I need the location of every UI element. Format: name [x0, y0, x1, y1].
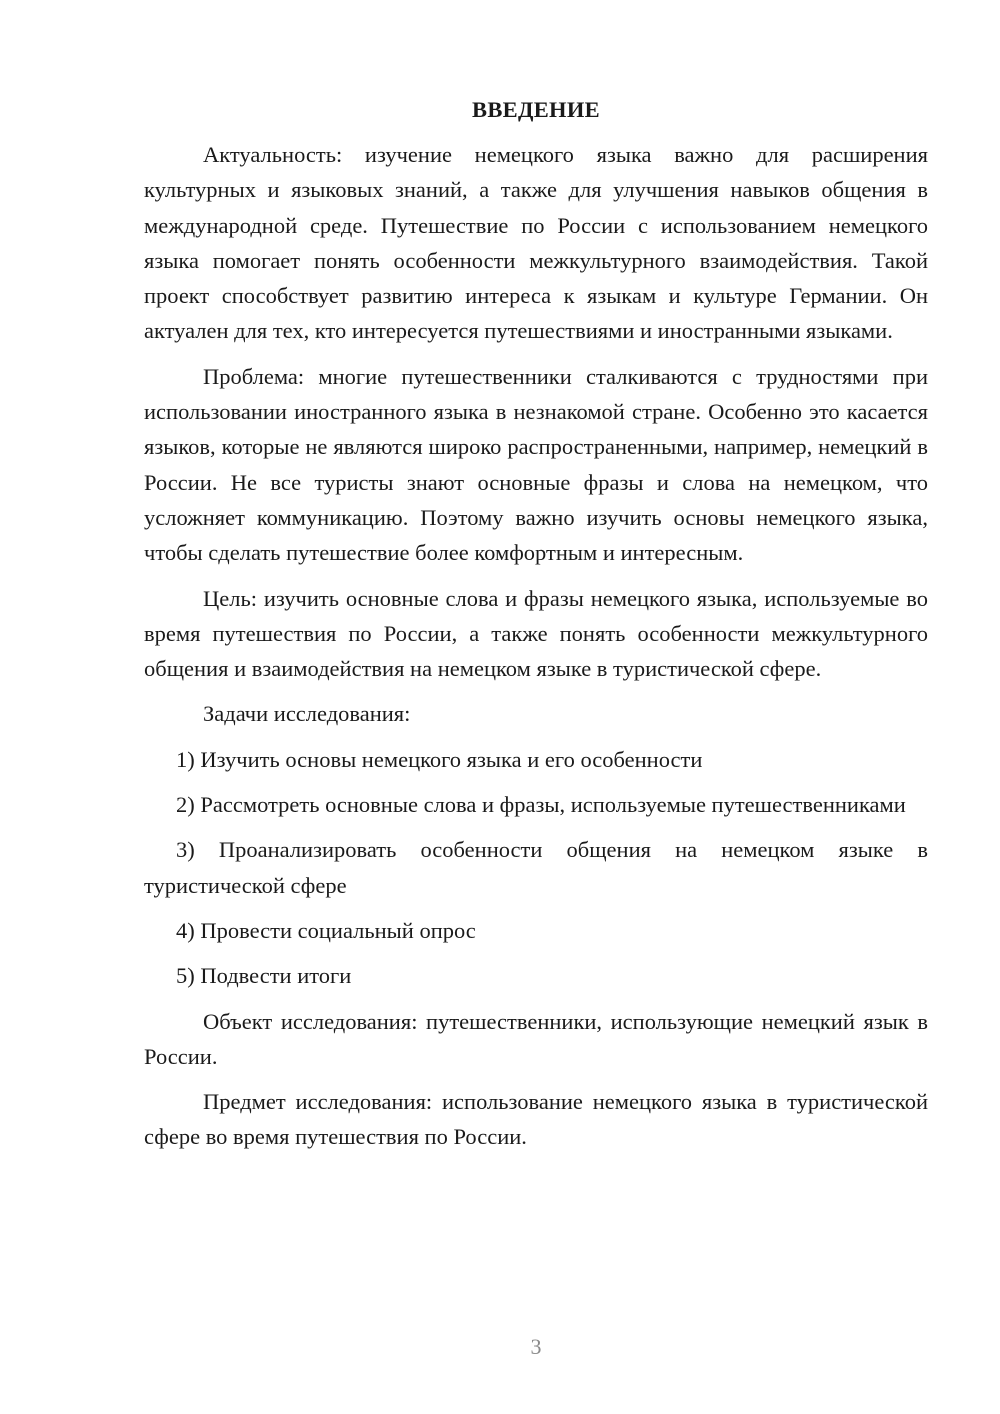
page-number: 3	[530, 1334, 542, 1359]
relevance-paragraph: Актуальность: изучение немецкого языка важно для расширения культурных и языковых знаний, а также для улучшения навыков общения в международной среде. Путешествие по России с использованием немецкого языка помогает понять особенности межкультурного взаимодействия. Такой проект способствует развитию интереса к языкам и культуре Германии. Он актуален для тех, кто интересуется путешествиями и иностранными языками.	[144, 142, 928, 344]
problem-paragraph: Проблема: многие путешественники сталкиваются с трудностями при использовании иностранного языка в незнакомой стране. Особенно это касается языков, которые не являются широко распространенными, например, немецкий в России. Не все туристы знают основные фразы и слова на немецком, что усложняет коммуникацию. Поэтому важно изучить основы немецкого языка, чтобы сделать путешествие более комфортным и интересным.	[144, 363, 928, 566]
page-content	[144, 92, 928, 1165]
goal-paragraph: Цель: изучить основные слова и фразы немецкого языка, используемые во время путешествия по России, а также понять особенности межкультурного общения и взаимодействия на немецком языке в туристической сфере.	[144, 585, 928, 682]
task-item: 1) Изучить основы немецкого языка и его особенности	[176, 746, 703, 772]
subject-paragraph: Предмет исследования: использование немецкого языка в туристической сфере во время путешествия по России.	[144, 1089, 928, 1150]
task-item: 4) Провести социальный опрос	[176, 917, 476, 943]
task-item: 5) Подвести итоги	[176, 963, 352, 989]
task-item: 3) Проанализировать особенности общения на немецком языке в туристической сфере	[144, 837, 928, 898]
page-title: ВВЕДЕНИЕ	[472, 97, 600, 122]
tasks-heading: Задачи исследования:	[203, 701, 411, 727]
task-list	[144, 742, 928, 994]
object-paragraph: Объект исследования: путешественники, использующие немецкий язык в России.	[144, 1008, 928, 1069]
task-item: 2) Рассмотреть основные слова и фразы, используемые путешественниками	[176, 792, 906, 818]
